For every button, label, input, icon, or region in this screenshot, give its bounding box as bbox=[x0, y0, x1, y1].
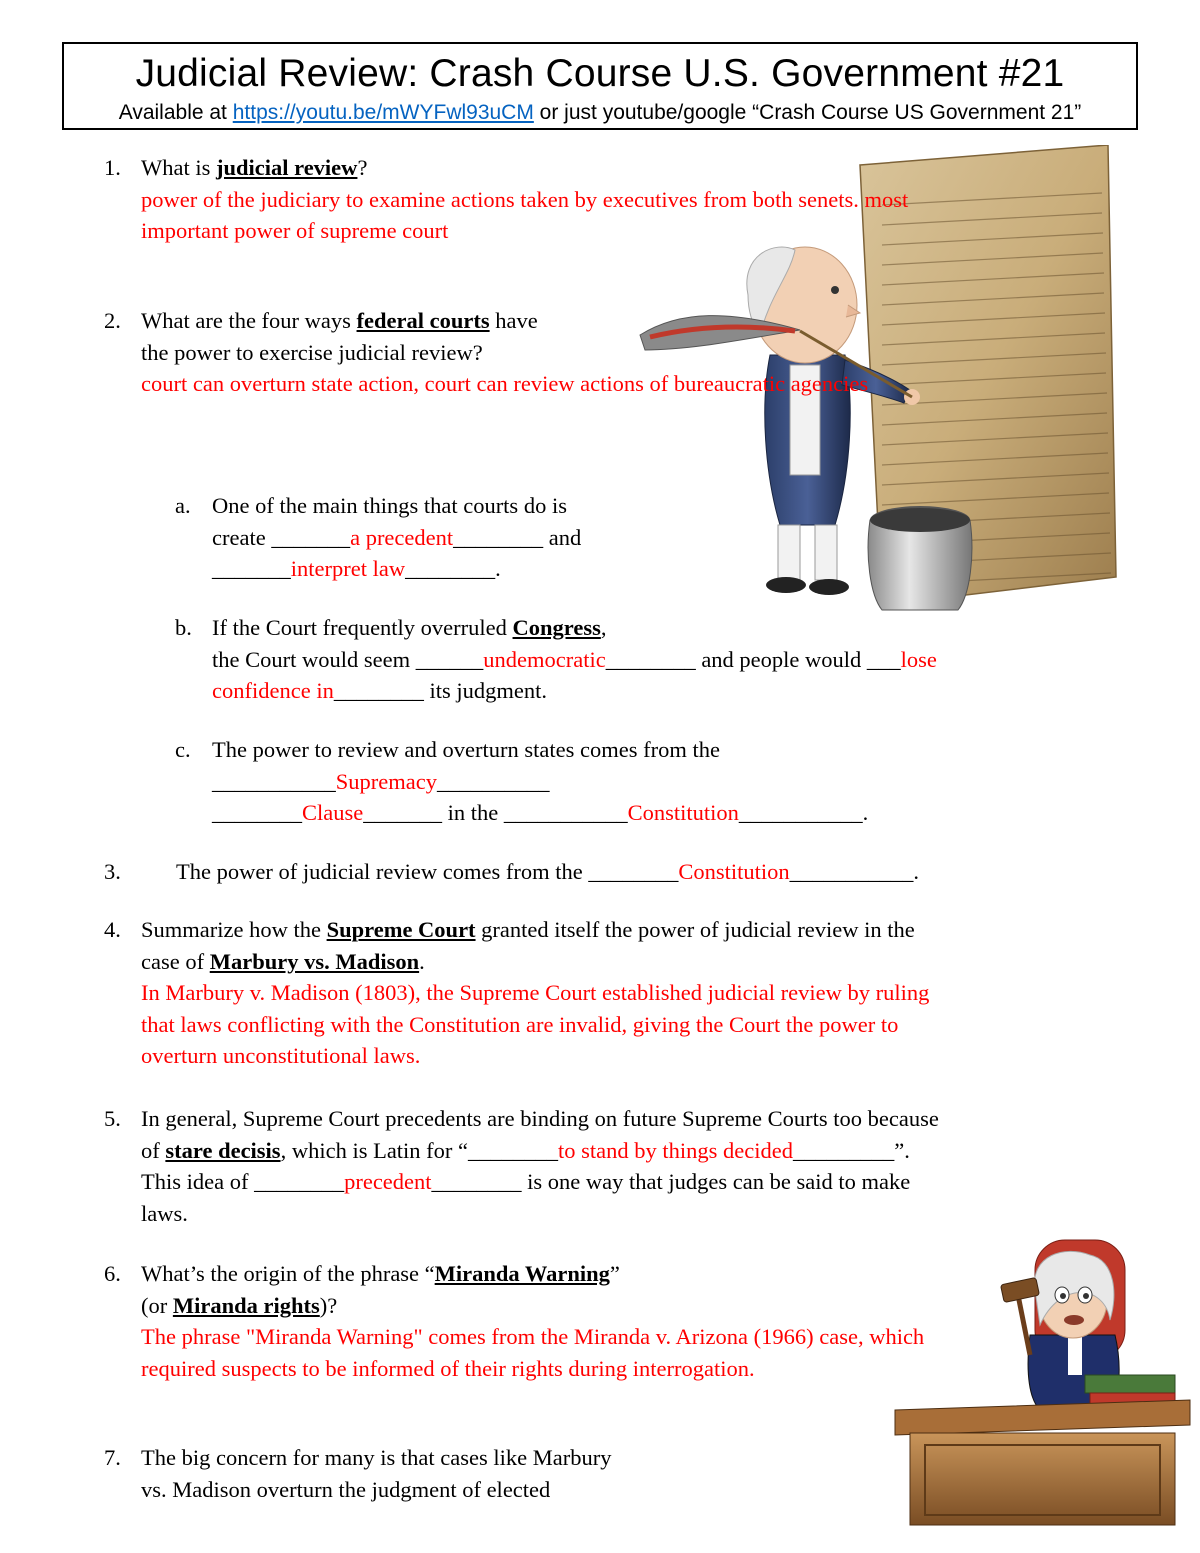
q2b-line-1: If the Court frequently overruled Congress, bbox=[212, 615, 607, 640]
q1-answer-line-2: important power of supreme court bbox=[141, 218, 449, 243]
q6-term-2: Miranda rights bbox=[172, 1292, 320, 1318]
q5-line-2: of stare decisis, which is Latin for “________to stand by things decided_________”. bbox=[141, 1137, 910, 1163]
q4-prompt-line-2: case of Marbury vs. Madison. bbox=[141, 948, 425, 974]
ink-pot bbox=[868, 506, 972, 610]
q1-answer-line-1: power of the judiciary to examine actions taken by executives from both senets. most bbox=[141, 186, 909, 212]
q2c-line-2: ___________Supremacy__________ bbox=[212, 768, 550, 794]
video-link[interactable]: https://youtu.be/mWYFwl93uCM bbox=[232, 101, 534, 124]
q7-line-2: vs. Madison overturn the judgment of elected bbox=[141, 1476, 551, 1502]
judge-desk bbox=[895, 1400, 1190, 1525]
q5-term: stare decisis bbox=[165, 1137, 281, 1163]
q2b-line-3: confidence in________ its judgment. bbox=[212, 678, 547, 703]
q2a-line-1: One of the main things that courts do is bbox=[212, 493, 567, 518]
q5-line-3: This idea of ________precedent________ is one way that judges can be said to make bbox=[141, 1169, 911, 1194]
q2a-answer-1: a precedent bbox=[350, 524, 454, 550]
q7-line-1: The big concern for many is that cases like Marbury bbox=[141, 1445, 612, 1470]
q2c-answer-2: Clause bbox=[302, 800, 364, 825]
q3-number: 3. bbox=[104, 859, 121, 884]
q6-answer-line-1: The phrase "Miranda Warning" comes from the Miranda v. Arizona (1966) case, which bbox=[141, 1324, 925, 1349]
q2a-line-2: create _______a precedent________ and bbox=[212, 524, 582, 550]
header-box bbox=[62, 42, 1138, 130]
available-suffix: or just youtube/google “Crash Course US Government 21” bbox=[533, 101, 1082, 124]
q4-answer-line-3: overturn unconstitutional laws. bbox=[141, 1043, 421, 1068]
q2b-letter: b. bbox=[175, 615, 192, 640]
q1-prompt: What is judicial review? bbox=[141, 155, 368, 180]
q4-answer-line-2: that laws conflicting with the Constitution are invalid, giving the Court the power to bbox=[141, 1011, 899, 1037]
q2-number: 2. bbox=[104, 308, 121, 333]
q2-term: federal courts bbox=[356, 308, 490, 333]
q6-term-1: Miranda Warning bbox=[434, 1261, 610, 1286]
q3-answer: Constitution bbox=[678, 859, 790, 884]
q2b-term: Congress bbox=[512, 615, 601, 640]
q2-prompt-line-2: the power to exercise judicial review? bbox=[141, 339, 483, 365]
q5-number: 5. bbox=[104, 1106, 121, 1131]
q6-prompt-line-2: (or Miranda rights)? bbox=[141, 1292, 338, 1318]
q2c-answer-3: Constitution bbox=[627, 800, 739, 825]
q6-answer-line-2: required suspects to be informed of their rights during interrogation. bbox=[141, 1355, 755, 1381]
available-prefix: Available at bbox=[118, 101, 233, 124]
q2a-answer-2: interpret law bbox=[290, 556, 406, 581]
q5-line-1: In general, Supreme Court precedents are binding on future Supreme Courts too because bbox=[141, 1106, 939, 1131]
q2a-line-3: _______interpret law________. bbox=[212, 556, 501, 581]
q2b-answer-3: confidence in bbox=[212, 678, 334, 703]
q2c-letter: c. bbox=[175, 737, 191, 762]
q4-prompt-line-1: Summarize how the Supreme Court granted itself the power of judicial review in the bbox=[141, 917, 915, 942]
q1-number: 1. bbox=[104, 155, 121, 180]
q3-line: The power of judicial review comes from the ________Constitution___________. bbox=[176, 859, 920, 884]
q5-answer-1: to stand by things decided bbox=[558, 1137, 793, 1163]
q5-answer-2: precedent bbox=[344, 1169, 432, 1194]
q4-answer-line-1: In Marbury v. Madison (1803), the Supreme Court established judicial review by ruling bbox=[141, 980, 930, 1005]
q2b-answer-1: undemocratic bbox=[483, 646, 606, 672]
worksheet-title: Judicial Review: Crash Course U.S. Government #21 bbox=[135, 52, 1065, 95]
q6-number: 6. bbox=[104, 1261, 121, 1286]
q1-term: judicial review bbox=[215, 155, 358, 180]
q2-answer: court can overturn state action, court can review actions of bureaucratic agencies bbox=[141, 371, 869, 396]
q2b-line-2: the Court would seem ______undemocratic________ and people would ___lose bbox=[212, 646, 937, 672]
q4-term-1: Supreme Court bbox=[326, 917, 476, 942]
q2b-answer-2: lose bbox=[900, 646, 937, 672]
q2c-answer-1: Supremacy bbox=[335, 768, 437, 794]
q2a-letter: a. bbox=[175, 493, 191, 518]
q5-line-4: laws. bbox=[141, 1200, 188, 1226]
q2-prompt-line-1: What are the four ways federal courts have bbox=[141, 308, 538, 333]
q4-number: 4. bbox=[104, 917, 121, 942]
judge-at-desk-illustration bbox=[890, 1225, 1195, 1530]
q2c-line-1: The power to review and overturn states comes from the bbox=[212, 737, 720, 762]
q7-number: 7. bbox=[104, 1445, 121, 1470]
q6-prompt-line-1: What’s the origin of the phrase “Miranda Warning” bbox=[141, 1261, 620, 1286]
source-line bbox=[64, 100, 1136, 126]
q4-term-2: Marbury vs. Madison bbox=[209, 948, 420, 974]
q2c-line-3: ________Clause_______ in the ___________Constitution___________. bbox=[212, 800, 869, 825]
